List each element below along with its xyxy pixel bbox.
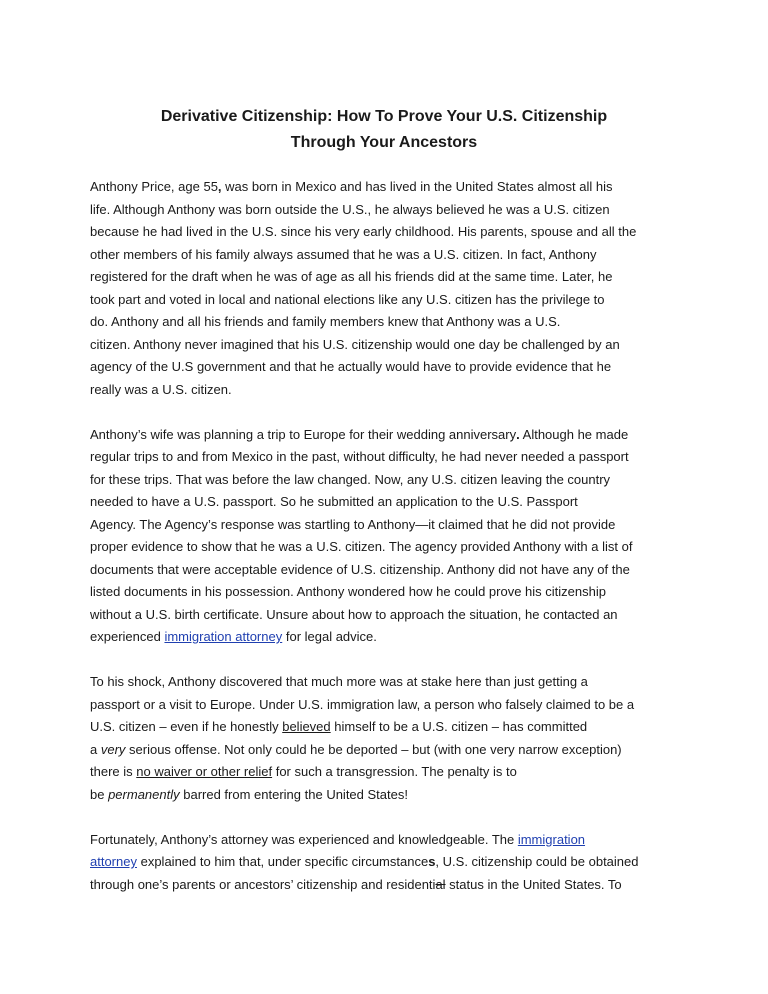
text-span: be (90, 786, 109, 802)
underlined-no-waiver: no waiver or other relief (136, 764, 273, 779)
paragraph-2 (90, 424, 690, 649)
text-line (90, 176, 690, 199)
text-span: , U.S. citizenship could be obtained (435, 854, 639, 869)
text-line: passport or a visit to Europe. Under U.S. immigration law, a person who falsely claimed to be a (90, 696, 635, 712)
text-line: registered for the draft when he was of age as all his friends did at the same time. Later, he (90, 269, 613, 284)
paragraph-4 (90, 829, 690, 897)
text-span: status in the United States. To (445, 876, 622, 892)
text-line: proper evidence to show that he was a U.S. citizen. The agency provided Anthony with a list of (90, 539, 633, 554)
paragraph-1 (90, 176, 690, 401)
text-line (90, 874, 690, 897)
strikethrough-al: al (435, 876, 446, 892)
text-span: U.S. citizen – even if he honestly (90, 719, 283, 734)
text-line: really was a U.S. citizen. (90, 381, 232, 397)
immigration-attorney-link-part-1[interactable]: immigration (517, 831, 586, 847)
text-line: Agency. The Agency’s response was startling to Anthony—it claimed that he did not provide (90, 516, 616, 532)
text-line (90, 851, 690, 874)
text-span: there is (90, 764, 137, 779)
text-line: documents that were acceptable evidence of U.S. citizenship. Anthony did not have any of the (90, 561, 630, 577)
text-line (90, 739, 690, 762)
bold-s: s (428, 854, 436, 869)
text-span: explained to him that, under specific circumstance (136, 854, 429, 869)
text-line: without a U.S. birth certificate. Unsure about how to approach the situation, he contacted an (90, 606, 618, 622)
article-body (90, 176, 690, 919)
text-line (90, 716, 690, 739)
title-line-2: Through Your Ancestors (290, 133, 478, 151)
text-span: serious offense. Not only could he be deported – but (with one very narrow exception) (125, 741, 622, 757)
text-span: Although he made (519, 426, 629, 442)
text-line: agency of the U.S government and that he actually would have to provide evidence that he (90, 359, 612, 374)
bold-period: . (516, 426, 520, 442)
text-span: was born in Mexico and has lived in the United States almost all his (221, 179, 613, 194)
text-span: Anthony Price, age 55 (90, 179, 218, 194)
text-span: for legal advice. (282, 629, 377, 644)
text-line: other members of his family always assumed that he was a U.S. citizen. In fact, Anthony (90, 246, 597, 262)
text-line: do. Anthony and all his friends and family members knew that Anthony was a U.S. (90, 314, 561, 329)
immigration-attorney-link-part-2[interactable]: attorney (90, 854, 137, 869)
italic-permanently: permanently (108, 786, 180, 802)
page-title (90, 104, 678, 156)
text-line (90, 424, 690, 447)
underlined-believed: believed (282, 719, 331, 734)
paragraph-3 (90, 671, 690, 806)
text-span: for such a transgression. The penalty is to (272, 764, 517, 779)
italic-very: very (100, 741, 126, 757)
text-line: regular trips to and from Mexico in the past, without difficulty, he had never needed a passport (90, 449, 629, 464)
text-line: because he had lived in the U.S. since his very early childhood. His parents, spouse and all the (90, 224, 637, 239)
text-span: experienced (90, 629, 165, 644)
text-line: listed documents in his possession. Anthony wondered how he could prove his citizenship (90, 584, 606, 599)
bold-comma: , (217, 179, 222, 194)
text-span: Anthony’s wife was planning a trip to Europe for their wedding anniversary (90, 426, 517, 442)
text-line: took part and voted in local and national elections like any U.S. citizen has the privilege to (90, 291, 605, 307)
text-line: for these trips. That was before the law changed. Now, any U.S. citizen leaving the country (90, 471, 611, 487)
text-line: citizen. Anthony never imagined that his U.S. citizenship would one day be challenged by an (90, 336, 620, 352)
text-line (90, 784, 690, 807)
text-line (90, 761, 690, 784)
text-line (90, 829, 690, 852)
text-span: Fortunately, Anthony’s attorney was experienced and knowledgeable. The (90, 831, 518, 847)
text-line: life. Although Anthony was born outside the U.S., he always believed he was a U.S. citizen (90, 201, 610, 217)
immigration-attorney-link[interactable]: immigration attorney (164, 629, 283, 644)
text-span: through one’s parents or ancestors’ citizenship and residenti (90, 876, 436, 892)
text-span: a (90, 741, 101, 757)
text-line (90, 626, 690, 649)
text-span: himself to be a U.S. citizen – has committed (330, 719, 588, 734)
text-span: barred from entering the United States! (179, 786, 408, 802)
text-line: To his shock, Anthony discovered that much more was at stake here than just getting a (90, 674, 588, 689)
text-line: needed to have a U.S. passport. So he submitted an application to the U.S. Passport (90, 494, 578, 509)
title-line-1: Derivative Citizenship: How To Prove Your U.S. Citizenship (160, 107, 608, 125)
